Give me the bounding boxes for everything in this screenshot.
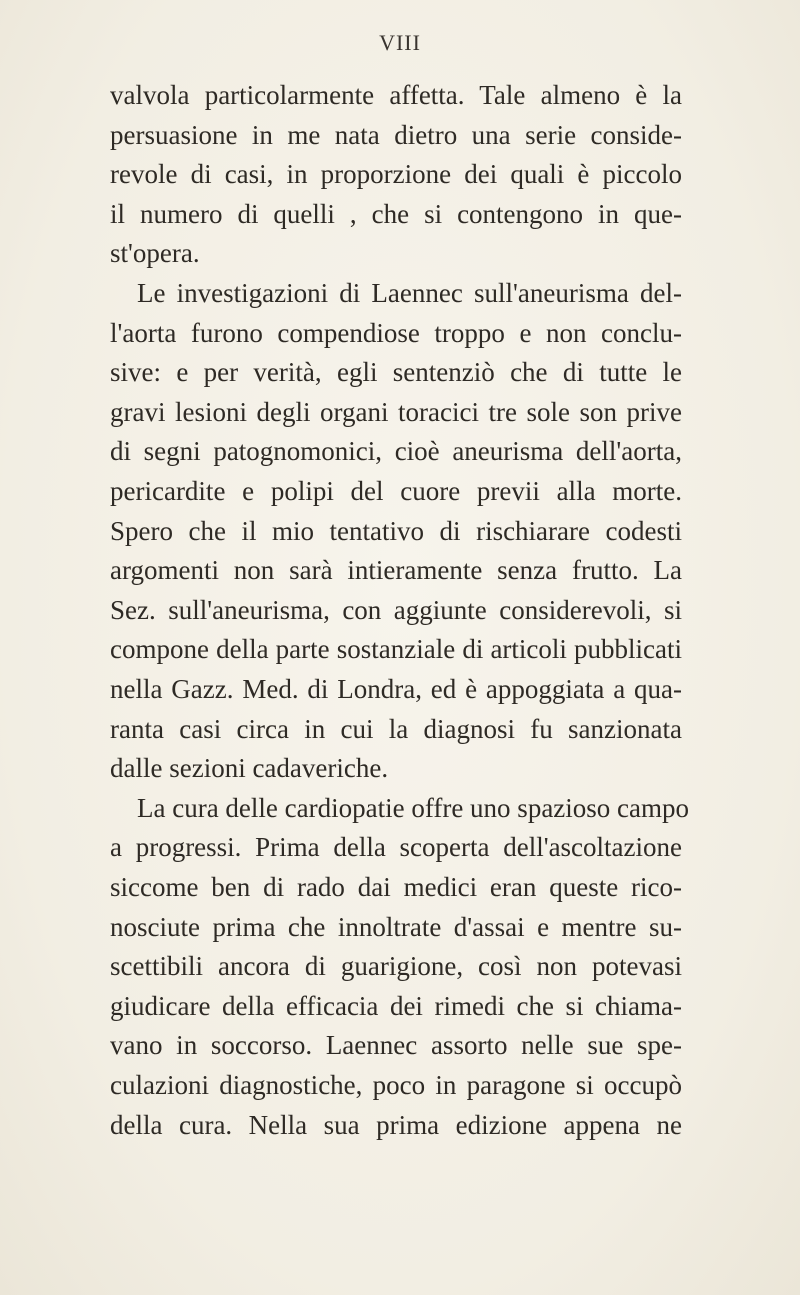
text-line: nella Gazz. Med. di Londra, ed è appoggiata a qua- [110, 674, 682, 704]
text-line: Spero che il mio tentativo di rischiarare codesti [110, 515, 682, 546]
text-line: valvola particolarmente affetta. Tale almeno è la [110, 80, 682, 110]
page-number: VIII [379, 30, 421, 55]
text-line: compone della parte sostanziale di articoli pubblicati [110, 634, 682, 665]
text-line: ranta casi circa in cui la diagnosi fu sanzionata [110, 713, 682, 744]
text-line: scettibili ancora di guarigione, così non potevasi [110, 951, 682, 982]
text-line: il numero di quelli , che si contengono in que- [110, 198, 682, 229]
text-line: persuasione in me nata dietro una serie conside- [110, 119, 682, 150]
text-line: sive: e per verità, egli sentenziò che di tutte le [110, 357, 682, 388]
text-line: dalle sezioni cadaveriche. [110, 753, 389, 784]
text-line: della cura. Nella sua prima edizione appena ne [110, 1109, 682, 1140]
text-line: Sez. sull'aneurisma, con aggiunte considerevoli, si [110, 594, 682, 625]
text-line: di segni patognomonici, cioè aneurisma dell'aorta, [110, 436, 682, 467]
text-line: La cura delle cardiopatie offre uno spazioso campo [137, 792, 690, 823]
text-line: gravi lesioni degli organi toracici tre sole son prive [110, 396, 682, 427]
text-line: revole di casi, in proporzione dei quali è piccolo [110, 159, 682, 190]
text-line: giudicare della efficacia dei rimedi che si chiama- [110, 990, 682, 1021]
text-line: vano in soccorso. Laennec assorto nelle sue spe- [110, 1030, 682, 1061]
text-line: argomenti non sarà intieramente senza frutto. La [110, 555, 682, 586]
text-line: nosciute prima che innoltrate d'assai e mentre su- [110, 911, 682, 942]
text-line: pericardite e polipi del cuore previi alla morte. [110, 476, 682, 506]
text-line: culazioni diagnostiche, poco in paragone si occupò [110, 1070, 682, 1100]
text-line: st'opera. [110, 238, 200, 269]
text-line: siccome ben di rado dai medici eran queste rico- [110, 872, 682, 902]
text-line: Le investigazioni di Laennec sull'aneurisma del- [137, 278, 682, 308]
text-line: a progressi. Prima della scoperta dell'ascoltazione [110, 832, 682, 863]
text-line: l'aorta furono compendiose troppo e non conclu- [110, 317, 682, 348]
